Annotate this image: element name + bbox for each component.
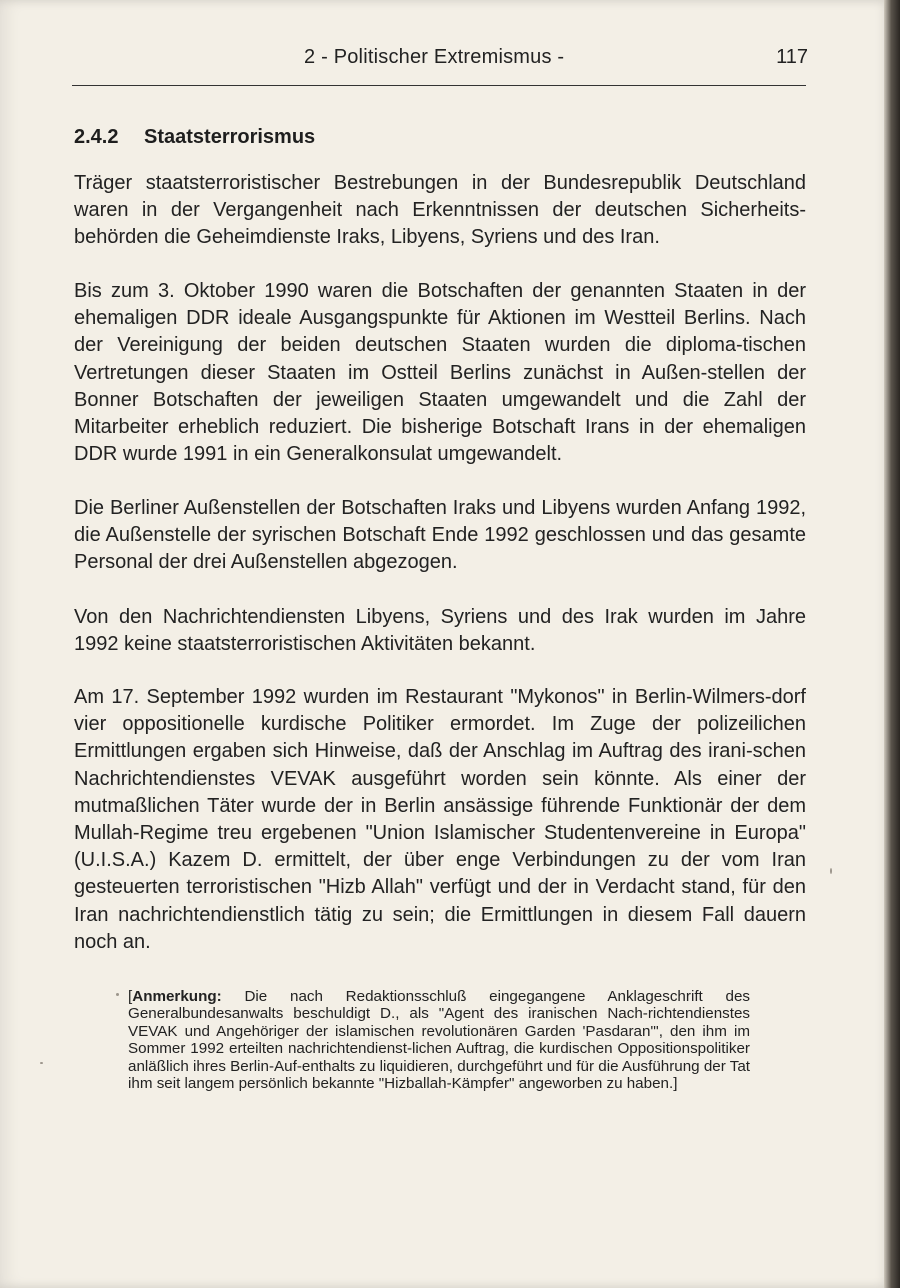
paragraph: Die Berliner Außenstellen der Botschaften Iraks und Libyens wurden Anfang 1992, die Außenstelle der syrischen Botschaft Ende 1992 geschlossen und das gesamte Personal der drei Außenstellen abgezogen. — [74, 497, 806, 574]
paragraph: Von den Nachrichtendiensten Libyens, Syriens und des Irak wurden im Jahre 1992 keine staatsterroristischen Aktivitäten bekannt. — [74, 606, 806, 656]
section-number: 2.4.2 — [74, 126, 119, 148]
page-number: 117 — [776, 46, 808, 68]
header-rule — [72, 85, 806, 86]
scan-speck — [830, 868, 832, 874]
running-header — [72, 44, 808, 78]
annotation-note — [128, 988, 750, 1092]
note-label: Anmerkung: — [132, 988, 222, 1005]
section-title: Staatsterrorismus — [144, 126, 316, 148]
paragraph: Am 17. September 1992 wurden im Restaurant "Mykonos" in Berlin-Wilmers-dorf vier oppositionelle kurdische Politiker ermordet. Im Zuge der polizeilichen Ermittlungen ergaben sich Hinweise, daß der Anschlag im Auftrag des irani-schen Nachrichtendienstes VEVAK ausgeführt worden sein könnte. Als einer der mutmaßlichen Täter wurde der in Berlin ansässige führende Funktionär der dem Mullah-Regime treu ergebenen "Union Islamischer Studentenvereine in Europa" (U.I.S.A.) Kazem D. ermittelt, der über enge Verbindungen zu der vom Iran gesteuerten terroristischen "Hizb Allah" verfügt und der in Verdacht stand, für den Iran nachrichtendienstlich tätig zu sein; die Ermittlungen in diesem Fall dauern noch an. — [74, 686, 806, 953]
scan-speck — [40, 1062, 43, 1064]
header-title: 2 - Politischer Extremismus - — [304, 46, 565, 68]
note-open-bracket: [ — [128, 988, 133, 1005]
section-heading — [74, 126, 315, 149]
scan-speck — [116, 993, 119, 996]
paragraph: Bis zum 3. Oktober 1990 waren die Botschaften der genannten Staaten in der ehemaligen DDR ideale Ausgangspunkte für Aktionen im Westteil Berlins. Nach der Vereinigung der beiden deutschen Staaten wurden die diploma-tischen Vertretungen dieser Staaten im Ostteil Berlins zunächst in Außen-stellen der Bonner Botschaften der jeweiligen Staaten umgewandelt und die Zahl der Mitarbeiter erheblich reduziert. Die bisherige Botschaft Irans in der ehemaligen DDR wurde 1991 in ein Generalkonsulat umgewandelt. — [74, 280, 806, 466]
page-edge-shadow — [884, 0, 900, 1288]
note-text: Die nach Redaktionsschluß eingegangene Anklageschrift des Generalbundesanwalts beschuldigt D., als "Agent des iranischen Nach-richtendienstes VEVAK und Angehöriger der islamischen revolutionären Garden 'Pasdaran'", den ihm im Sommer 1992 erteilten nachrichtendienst-lichen Auftrag, die kurdischen Oppositionspolitiker anläßlich ihres Berlin-Auf-enthalts zu liquidieren, durchgeführt und für die Ausführung der Tat ihm seit langem persönlich bekannte "Hizballah-Kämpfer" angeworben zu haben.] — [128, 988, 750, 1093]
paragraph: Träger staatsterroristischer Bestrebungen in der Bundesrepublik Deutschland waren in der Vergangenheit nach Erkenntnissen der deutschen Sicherheits-behörden die Geheimdienste Iraks, Libyens, Syriens und des Iran. — [74, 172, 806, 249]
